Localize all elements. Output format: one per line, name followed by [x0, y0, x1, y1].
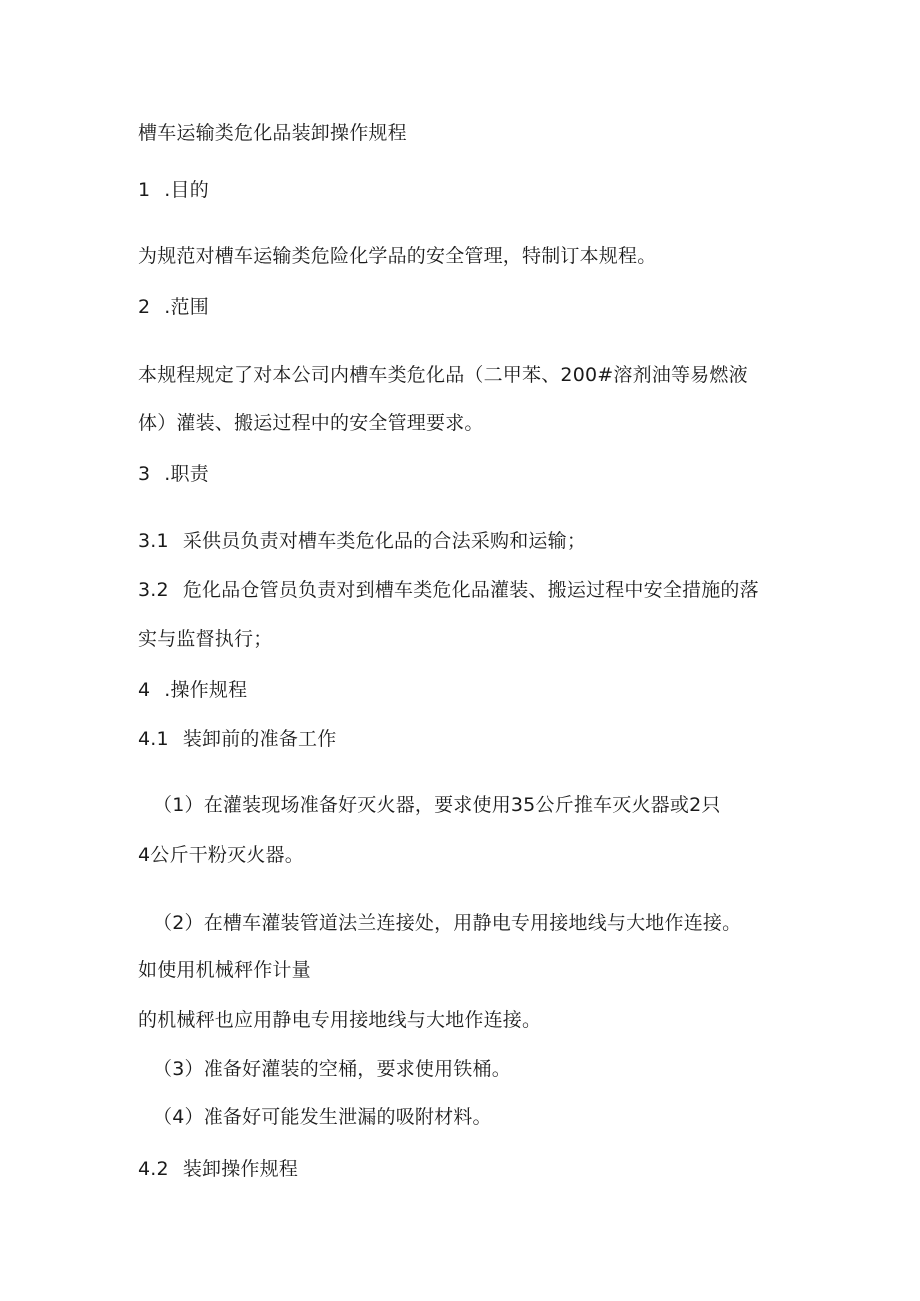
section-4-2	[138, 1156, 298, 1182]
section-3-number: 3	[138, 463, 151, 485]
item-2-line-2	[138, 957, 311, 983]
document-title	[138, 120, 407, 146]
section-2-body-line-2	[138, 410, 484, 436]
section-4-label: .操作规程	[164, 679, 248, 701]
section-2-body-text-1: 本规程规定了对本公司内槽车类危化品（二甲苯、200#溶剂油等易燃液	[138, 364, 748, 386]
item-2-text-3: 的机械秤也应用静电专用接地线与大地作连接。	[138, 1009, 542, 1031]
section-3-2-line-1	[138, 577, 759, 603]
item-1-line-2	[138, 842, 304, 868]
section-4-1-number: 4.1	[138, 728, 169, 750]
section-2-label: .范围	[164, 296, 209, 318]
section-4-1-text: 装卸前的准备工作	[182, 728, 337, 750]
item-2-line-3	[138, 1007, 541, 1033]
section-3-2-number: 3.2	[138, 579, 169, 601]
section-4-number: 4	[138, 679, 151, 701]
item-3-text: （3）准备好灌装的空桶，要求使用铁桶。	[153, 1058, 511, 1080]
section-3-1-number: 3.1	[138, 530, 169, 552]
item-3-line	[153, 1056, 511, 1082]
document-title-text: 槽车运输类危化品装卸操作规程	[138, 122, 407, 144]
section-1-body-text: 为规范对槽车运输类危险化学品的安全管理，特制订本规程。	[138, 245, 657, 267]
section-1-number: 1	[138, 179, 151, 201]
section-4-1	[138, 726, 336, 752]
item-4-line	[153, 1104, 492, 1130]
section-3-heading	[138, 461, 209, 487]
section-4-2-number: 4.2	[138, 1158, 169, 1180]
section-3-1	[138, 528, 586, 554]
item-2-text-2: 如使用机械秤作计量	[138, 959, 311, 981]
section-3-2-text-2: 实与监督执行；	[138, 628, 273, 650]
section-2-body-text-2: 体）灌装、搬运过程中的安全管理要求。	[138, 412, 484, 434]
item-4-text: （4）准备好可能发生泄漏的吸附材料。	[153, 1106, 492, 1128]
section-3-label: .职责	[164, 463, 209, 485]
item-1-text-2: 4公斤干粉灭火器。	[138, 844, 304, 866]
item-2-text-1: （2）在槽车灌装管道法兰连接处，用静电专用接地线与大地作连接。	[153, 912, 742, 934]
section-2-heading	[138, 294, 209, 320]
section-1-label: .目的	[164, 179, 209, 201]
section-2-body-line-1	[138, 362, 748, 388]
section-1-body	[138, 243, 656, 269]
section-3-2-line-2	[138, 626, 272, 652]
item-1-text-1: （1）在灌装现场准备好灭火器，要求使用35公斤推车灭火器或2只	[153, 794, 721, 816]
section-2-number: 2	[138, 296, 151, 318]
section-4-heading	[138, 677, 247, 703]
item-1-line-1	[153, 792, 721, 818]
item-2-line-1	[153, 910, 741, 936]
section-3-2-text-1: 危化品仓管员负责对到槽车类危化品灌装、搬运过程中安全措施的落	[182, 579, 759, 601]
section-4-2-text: 装卸操作规程	[182, 1158, 299, 1180]
section-3-1-text: 采供员负责对槽车类危化品的合法采购和运输；	[182, 530, 587, 552]
section-1-heading	[138, 177, 209, 203]
